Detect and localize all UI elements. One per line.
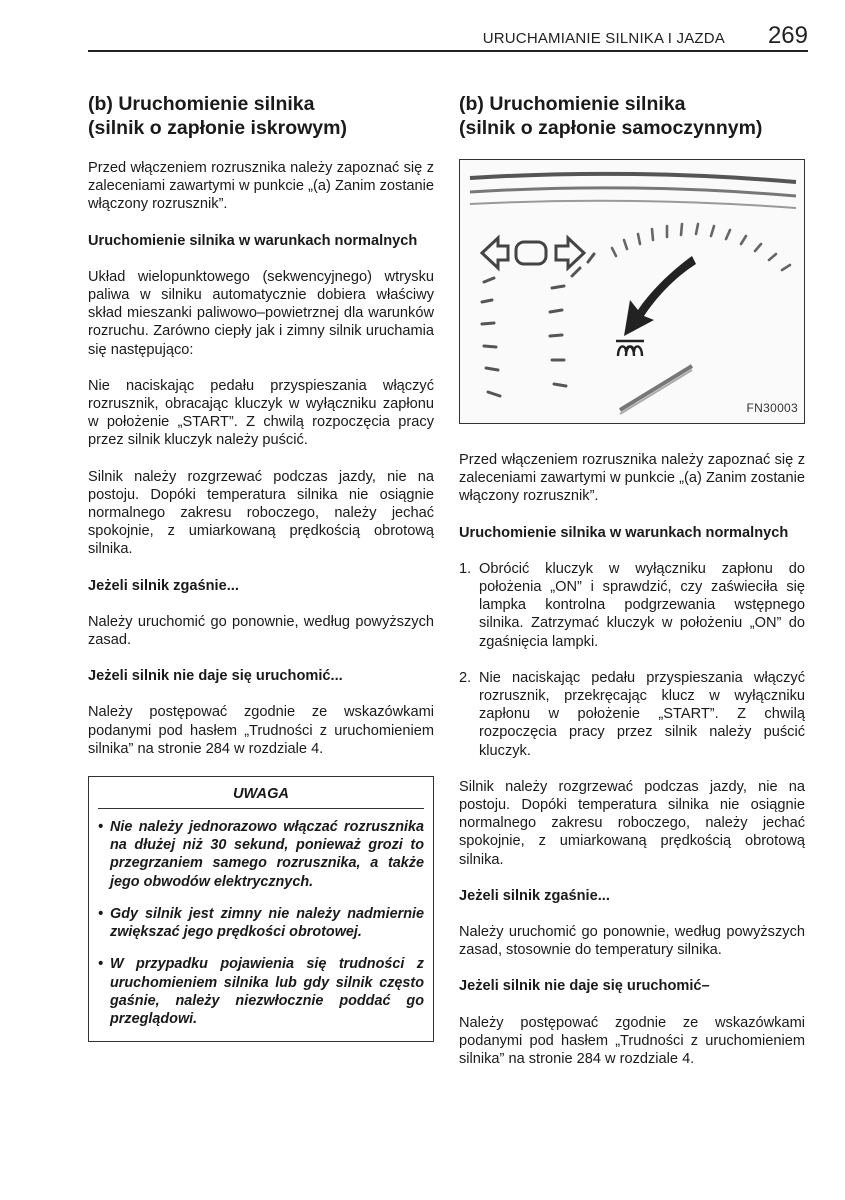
step-number: 2. bbox=[459, 669, 472, 686]
gauge-needle bbox=[620, 370, 692, 414]
turn-signal-right-icon bbox=[556, 238, 584, 268]
step-text: Nie naciskając pedału przyspieszania włączyć rozrusznik, przekręcając klucz w wyłączniku zapłonu w położenie „START”. Z chwilą rozpoczęcia pracy przez silnik należy puścić kluczyk. bbox=[479, 669, 805, 759]
page-number: 269 bbox=[767, 22, 808, 49]
panel-edge-stripe bbox=[470, 174, 796, 182]
right-subhead-nostart: Jeżeli silnik nie daje się uruchomić– bbox=[459, 978, 710, 995]
right-subhead-stall: Jeżeli silnik zgaśnie... bbox=[459, 887, 610, 904]
speedometer-ticks bbox=[612, 224, 790, 270]
right-para-warmup: Silnik należy rozgrzewać podczas jazdy, nie na postoju. Dopóki temperatura silnika nie osiągnie normalnego zakresu roboczego, należy jechać spokojnie, z umiarkowaną prędkością obrotową silnika. bbox=[459, 778, 805, 868]
right-subhead-normal: Uruchomienie silnika w warunkach normalnych bbox=[459, 524, 789, 541]
warning-box bbox=[88, 776, 434, 1042]
right-section-title bbox=[459, 92, 805, 140]
warning-item-text: Nie należy jednorazowo włączać rozrusznika na dłużej niż 30 sekund, ponieważ grozi to przegrzaniem samego rozrusznika, a także jego obwodów elektrycznych. bbox=[110, 819, 424, 890]
warning-item bbox=[98, 955, 424, 1028]
figure-code: FN30003 bbox=[746, 401, 798, 415]
instrument-cluster-illustration bbox=[460, 160, 805, 424]
step-number: 1. bbox=[459, 560, 472, 577]
pointer-arrow-icon bbox=[624, 256, 696, 336]
start-steps-list bbox=[459, 560, 805, 760]
left-gauge-ticks bbox=[482, 278, 500, 396]
left-column bbox=[88, 92, 434, 1042]
warning-title: UWAGA bbox=[98, 785, 424, 809]
indicator-lamp-icon bbox=[516, 242, 546, 264]
warning-item-text: Gdy silnik jest zimny nie należy nadmiernie zwiększać jego prędkości obrotowej. bbox=[110, 905, 424, 941]
warning-item bbox=[98, 905, 424, 941]
warning-bullet: • bbox=[98, 956, 104, 973]
panel-edge-stripe bbox=[470, 188, 796, 196]
left-title-line1: (b) Uruchomienie silnika bbox=[88, 93, 315, 115]
list-item bbox=[459, 560, 805, 651]
left-para-warmup: Silnik należy rozgrzewać podczas jazdy, nie na postoju. Dopóki temperatura silnika nie osiągnie normalnego zakresu roboczego, należy jechać spokojnie, z umiarkowaną prędkością obrotową silnika. bbox=[88, 468, 434, 558]
warning-bullet: • bbox=[98, 819, 104, 836]
center-gauge-ticks bbox=[550, 254, 594, 386]
glow-plug-icon bbox=[616, 341, 644, 356]
right-column bbox=[459, 92, 805, 1086]
right-title-line2: (silnik o zapłonie samoczynnym) bbox=[459, 117, 763, 139]
left-para-injection: Układ wielopunktowego (sekwencyjnego) wtrysku paliwa w silniku automatycznie dobiera właściwy skład mieszanki paliwowo–powietrznej dla warunków rozruchu. Zarówno ciepły jak i zimny silnik uruchamia się następująco: bbox=[88, 268, 434, 358]
gauge-needle bbox=[620, 366, 692, 410]
header-rule bbox=[88, 50, 808, 52]
turn-signal-left-icon bbox=[482, 238, 508, 268]
warning-bullet: • bbox=[98, 905, 104, 922]
step-text: Obrócić kluczyk w wyłączniku zapłonu do położenia „ON” i sprawdzić, czy zaświeciła się lampka kontrolna podgrzewania wstępnego silnika. Zatrzymać kluczyk w położeniu „ON” do zgaśnięcia lampki. bbox=[479, 560, 805, 650]
left-subhead-nostart: Jeżeli silnik nie daje się uruchomić... bbox=[88, 668, 343, 685]
left-subhead-stall: Jeżeli silnik zgaśnie... bbox=[88, 577, 239, 594]
right-para-nostart: Należy postępować zgodnie ze wskazówkami podanymi pod hasłem „Trudności z uruchomieniem silnika” na stronie 284 w rozdziale 4. bbox=[459, 1014, 805, 1068]
running-head: URUCHAMIANIE SILNIKA I JAZDA bbox=[482, 30, 725, 47]
right-para-stall: Należy uruchomić go ponownie, według powyższych zasad, stosownie do temperatury silnika. bbox=[459, 924, 805, 959]
panel-edge-stripe bbox=[470, 201, 796, 208]
left-title-line2: (silnik o zapłonie iskrowym) bbox=[88, 117, 347, 139]
left-para-stall: Należy uruchomić go ponownie, według powyższych zasad. bbox=[88, 613, 434, 649]
warning-item-text: W przypadku pojawienia się trudności z uruchomieniem silnika lub gdy silnik często gaśnie, należy niezwłocznie poddać go przeglądowi. bbox=[110, 956, 424, 1027]
left-para-nostart: Należy postępować zgodnie ze wskazówkami podanymi pod hasłem „Trudności z uruchomieniem silnika” na stronie 284 w rozdziale 4. bbox=[88, 704, 434, 757]
right-intro: Przed włączeniem rozrusznika należy zapoznać się z zaleceniami zawartymi w punkcie „(a) Zanim zostanie włączony rozrusznik”. bbox=[459, 452, 805, 505]
left-intro: Przed włączeniem rozrusznika należy zapoznać się z zaleceniami zawartymi w punkcie „(a) Zanim zostanie włączony rozrusznik”. bbox=[88, 160, 434, 213]
left-section-title bbox=[88, 92, 434, 140]
warning-item bbox=[98, 818, 424, 891]
right-title-line1: (b) Uruchomienie silnika bbox=[459, 93, 686, 115]
left-para-start: Nie naciskając pedału przyspieszania włączyć rozrusznik, obracając kluczyk w wyłączniku zapłonu w położenie „START”. Z chwilą rozpoczęcia pracy przez silnik kluczyk należy puścić. bbox=[88, 377, 434, 449]
instrument-cluster-figure bbox=[459, 159, 805, 424]
list-item bbox=[459, 669, 805, 760]
left-subhead-normal: Uruchomienie silnika w warunkach normalnych bbox=[88, 232, 418, 249]
